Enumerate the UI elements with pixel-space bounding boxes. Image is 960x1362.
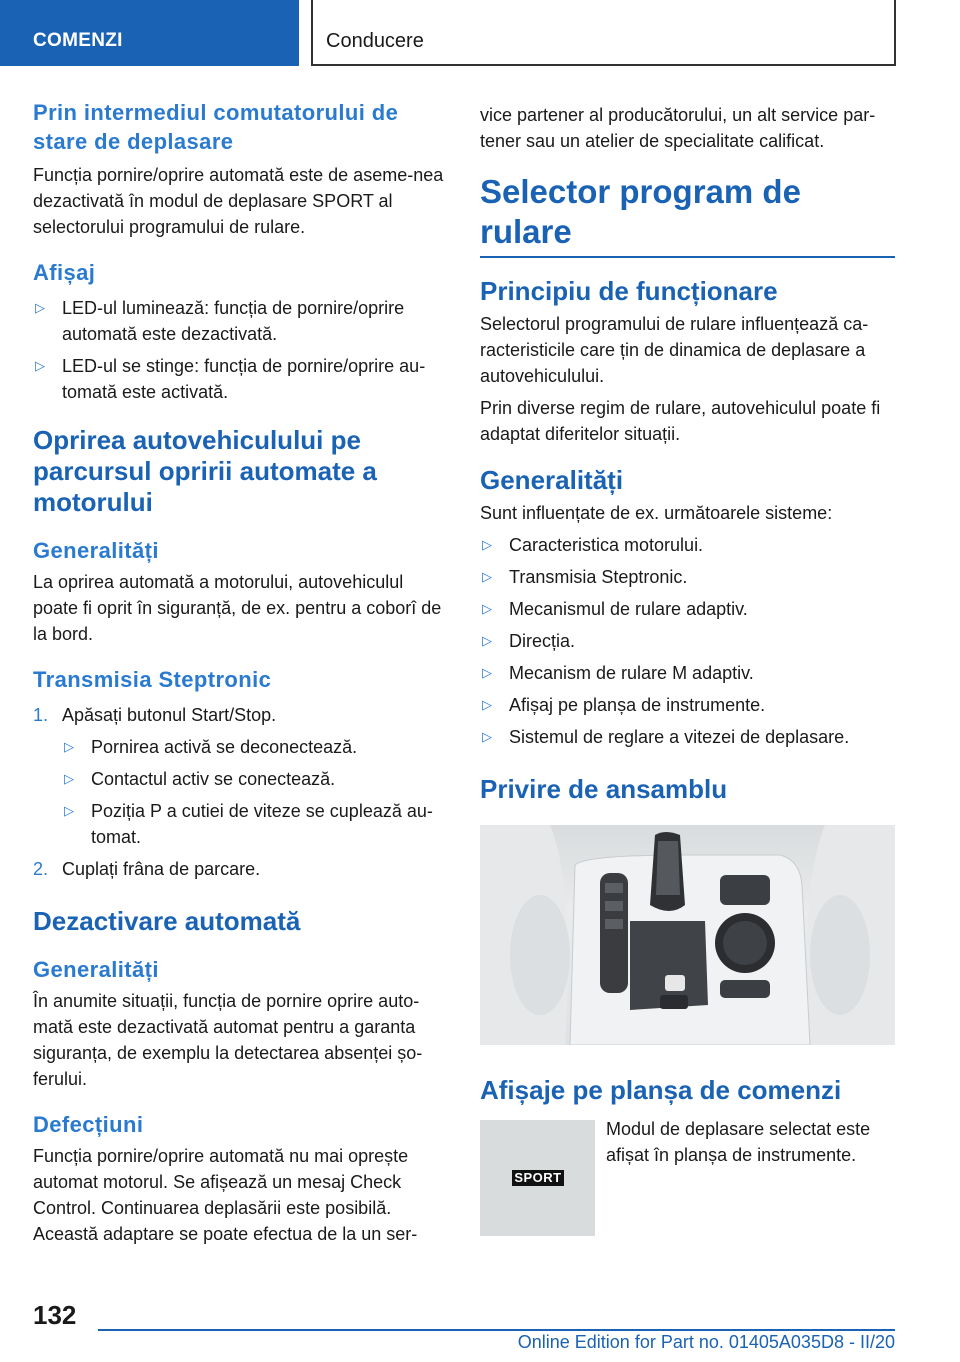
triangle-bullet-icon: ▷ bbox=[482, 729, 492, 744]
footer-rule bbox=[98, 1329, 895, 1331]
step-text: Apăsați butonul Start/Stop. bbox=[62, 705, 277, 725]
paragraph-cluster-displays: Modul de deplasare selectat este afișat în planșa de instrumente. bbox=[606, 1119, 871, 1165]
triangle-bullet-icon: ▷ bbox=[35, 358, 45, 373]
step-number: 2. bbox=[33, 859, 49, 879]
triangle-bullet-icon: ▷ bbox=[482, 633, 492, 648]
list-item-text: Mecanism de rulare M adaptiv. bbox=[509, 663, 754, 683]
list-item-text: LED-ul luminează: funcția de pornire/oprire automată este dezactivată. bbox=[62, 298, 405, 344]
triangle-bullet-icon: ▷ bbox=[64, 771, 74, 786]
list-item bbox=[480, 724, 895, 750]
sport-mode-badge: SPORT bbox=[512, 1170, 564, 1186]
numbered-step bbox=[33, 702, 448, 728]
heading-faults: Defecțiuni bbox=[33, 1112, 144, 1137]
list-item-text: Caracteristica motorului. bbox=[509, 535, 704, 555]
heading-general-3: Generalități bbox=[480, 465, 624, 495]
heading-principle: Principiu de funcționare bbox=[480, 276, 778, 306]
list-item bbox=[480, 532, 895, 558]
list-item bbox=[480, 660, 895, 686]
triangle-bullet-icon: ▷ bbox=[35, 300, 45, 315]
center-console-illustration bbox=[480, 825, 895, 1045]
step-text: Cuplați frâna de parcare. bbox=[62, 859, 261, 879]
section-tab bbox=[0, 0, 299, 66]
heading-auto-deactivation: Dezactivare automată bbox=[33, 906, 301, 936]
list-item-text: Sistemul de reglare a vitezei de deplasare. bbox=[509, 727, 850, 747]
heading-drive-selector: Selector program de rulare bbox=[480, 172, 895, 258]
paragraph-switch: Funcția pornire/oprire automată este de aseme-nea dezactivată în modul de deplasare SPORT al selectorului programului de rulare. bbox=[33, 165, 444, 237]
paragraph-general-2: În anumite situații, funcția de pornire oprire auto-mată este dezactivată automat pentru a garanta siguranța, de exemplu la detectarea absenței șo-ferului. bbox=[33, 991, 423, 1089]
heading-steptronic: Transmisia Steptronic bbox=[33, 667, 272, 692]
sport-display-row bbox=[480, 1120, 895, 1236]
list-item bbox=[62, 798, 448, 850]
list-item-text: Poziția P a cutiei de viteze se cuplează au-tomat. bbox=[91, 801, 433, 847]
paragraph-principle-1: Selectorul programului de rulare influențează ca-racteristicile care țin de dinamica de deplasare a autovehiculului. bbox=[480, 314, 869, 386]
list-item bbox=[62, 766, 448, 792]
numbered-step bbox=[33, 856, 448, 882]
list-item bbox=[480, 596, 895, 622]
sport-display-image bbox=[480, 1120, 595, 1236]
paragraph-faults: Funcția pornire/oprire automată nu mai oprește automat motorul. Se afișează un mesaj Check Control. Continuarea deplasării este posibilă. Această adaptare se poate efectua de la un ser- bbox=[33, 1146, 418, 1244]
triangle-bullet-icon: ▷ bbox=[64, 739, 74, 754]
list-item-text: Afișaj pe planșa de instrumente. bbox=[509, 695, 766, 715]
list-item bbox=[480, 692, 895, 718]
left-column bbox=[33, 98, 448, 1247]
paragraph-principle-2: Prin diverse regim de rulare, autovehiculul poate fi adaptat diferitelor situații. bbox=[480, 398, 881, 444]
edition-info: Online Edition for Part no. 01405A035D8 - II/20 bbox=[517, 1332, 895, 1352]
heading-stop: Oprirea autovehiculului pe parcursul opririi automate a motorului bbox=[33, 425, 377, 517]
heading-cluster-displays: Afișaje pe planșa de comenzi bbox=[480, 1075, 842, 1105]
heading-general-2: Generalități bbox=[33, 957, 159, 982]
step-number: 1. bbox=[33, 705, 49, 725]
list-item bbox=[480, 564, 895, 590]
list-item-text: Direcția. bbox=[509, 631, 576, 651]
list-item-text: Contactul activ se conectează. bbox=[91, 769, 336, 789]
paragraph-continued: vice partener al producătorului, un alt service par-tener sau un atelier de specialitate calificat. bbox=[480, 105, 876, 151]
heading-general-1: Generalități bbox=[33, 538, 159, 563]
list-item-text: Transmisia Steptronic. bbox=[509, 567, 688, 587]
heading-switch: Prin intermediul comutatorului de stare de deplasare bbox=[33, 100, 399, 154]
list-item-text: Mecanismul de rulare adaptiv. bbox=[509, 599, 748, 619]
center-console-photo bbox=[480, 825, 895, 1045]
list-item bbox=[62, 734, 448, 760]
section-tab-label: COMENZI bbox=[33, 30, 123, 51]
triangle-bullet-icon: ▷ bbox=[64, 803, 74, 818]
triangle-bullet-icon: ▷ bbox=[482, 569, 492, 584]
triangle-bullet-icon: ▷ bbox=[482, 665, 492, 680]
triangle-bullet-icon: ▷ bbox=[482, 537, 492, 552]
page-number: 132 bbox=[33, 1300, 77, 1330]
paragraph-general-1: La oprirea automată a motorului, autovehiculul poate fi oprit în siguranță, de ex. pentru a coborî de la bord. bbox=[33, 572, 442, 644]
list-item bbox=[480, 628, 895, 654]
triangle-bullet-icon: ▷ bbox=[482, 601, 492, 616]
chapter-title: Conducere bbox=[326, 30, 424, 52]
heading-display: Afișaj bbox=[33, 260, 96, 285]
heading-overview: Privire de ansamblu bbox=[480, 774, 728, 804]
list-item bbox=[33, 353, 448, 405]
list-item-text: Pornirea activă se deconectează. bbox=[91, 737, 358, 757]
triangle-bullet-icon: ▷ bbox=[482, 697, 492, 712]
paragraph-general-3: Sunt influențate de ex. următoarele sisteme: bbox=[480, 503, 833, 523]
list-item bbox=[33, 295, 448, 347]
list-item-text: LED-ul se stinge: funcția de pornire/oprire au-tomată este activată. bbox=[62, 356, 426, 402]
chapter-header bbox=[311, 0, 896, 66]
right-column bbox=[480, 102, 895, 1236]
